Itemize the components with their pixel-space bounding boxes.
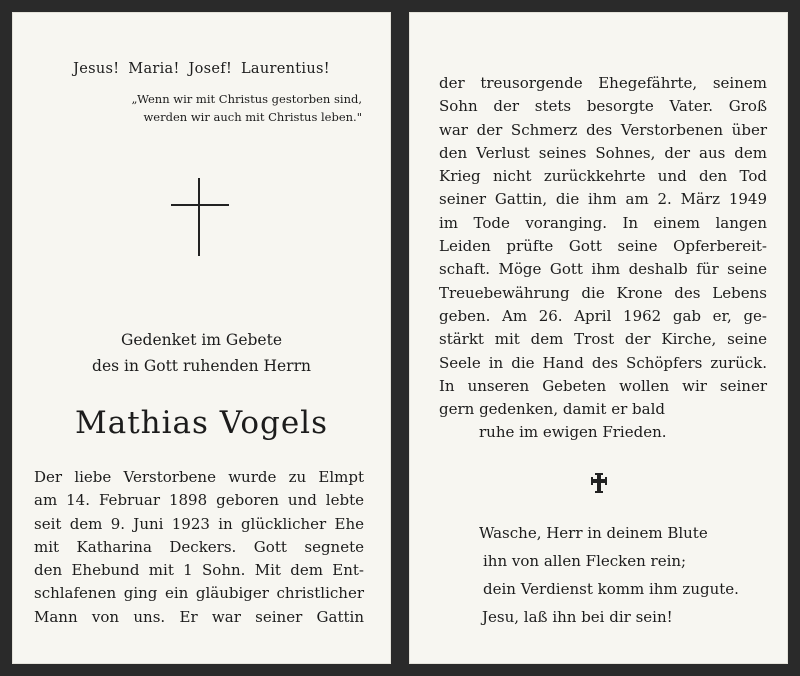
bio-line: im Tode voranging. In einem langen xyxy=(439,213,767,232)
prayer-line: dein Verdienst komm ihm zugute. xyxy=(483,580,739,598)
bio-line: schaft. Möge Gott ihm deshalb für seine xyxy=(439,260,767,279)
bio-line: den Verlust seines Sohnes, der aus dem xyxy=(439,143,767,162)
deceased-name: Mathias Vogels xyxy=(74,405,329,441)
bio-line: Der liebe Verstorbene wurde zu Elmpt xyxy=(34,468,364,486)
bio-line: gern gedenken, damit er bald xyxy=(439,400,665,419)
biography-right xyxy=(439,72,767,445)
latin-cross-icon xyxy=(171,178,229,256)
bio-line: am 14. Februar 1898 geboren und lebte xyxy=(34,491,364,510)
invocation: Jesus! Maria! Josef! Laurentius! xyxy=(73,61,330,77)
bio-line: war der Schmerz des Verstorbenen über xyxy=(439,120,767,139)
left-card xyxy=(12,12,391,664)
bio-line: den Ehebund mit 1 Sohn. Mit dem Ent- xyxy=(34,561,364,580)
quote-line-1: „Wenn wir mit Christus gestorben sind, xyxy=(131,92,362,106)
prayer-line: Jesu, laß ihn bei dir sein! xyxy=(482,608,673,626)
prayer-line: Wasche, Herr in deinem Blute xyxy=(479,524,708,542)
bio-line: Treuebewährung die Krone des Lebens xyxy=(439,283,767,302)
bio-line: der treusorgende Ehegefährte, seinem xyxy=(439,74,767,92)
cross-potent-icon xyxy=(590,472,608,494)
bio-line: schlafenen ging ein gläubiger christlicher xyxy=(34,584,364,603)
quote-line-2: werden wir auch mit Christus leben." xyxy=(143,110,362,124)
prayer-line: ihn von allen Flecken rein; xyxy=(483,552,687,570)
bio-line: geben. Am 26. April 1962 gab er, ge- xyxy=(439,306,767,325)
bio-line: In unseren Gebeten wollen wir seiner xyxy=(439,376,767,395)
bio-line: seiner Gattin, die ihm am 2. März 1949 xyxy=(439,190,767,209)
biography-left xyxy=(34,466,364,629)
bio-line: Seele in die Hand des Schöpfers zurück. xyxy=(439,353,767,372)
bio-line: Sohn der stets besorgte Vater. Groß xyxy=(439,97,767,116)
gedenket-line-1: Gedenket im Gebete xyxy=(121,331,282,349)
bio-line: Leiden prüfte Gott seine Opferbereit- xyxy=(439,237,767,256)
right-card xyxy=(409,12,788,664)
bio-line: Krieg nicht zurückkehrte und den Tod xyxy=(439,167,767,186)
bio-line: mit Katharina Deckers. Gott segnete xyxy=(34,537,364,556)
bio-line: ruhe im ewigen Frieden. xyxy=(479,423,667,442)
gedenket-line-2: des in Gott ruhenden Herrn xyxy=(92,357,311,375)
bio-line: seit dem 9. Juni 1923 in glücklicher Ehe xyxy=(34,514,364,533)
bio-line: Mann von uns. Er war seiner Gattin xyxy=(34,607,364,626)
bio-line: stärkt mit dem Trost der Kirche, seine xyxy=(439,330,767,349)
